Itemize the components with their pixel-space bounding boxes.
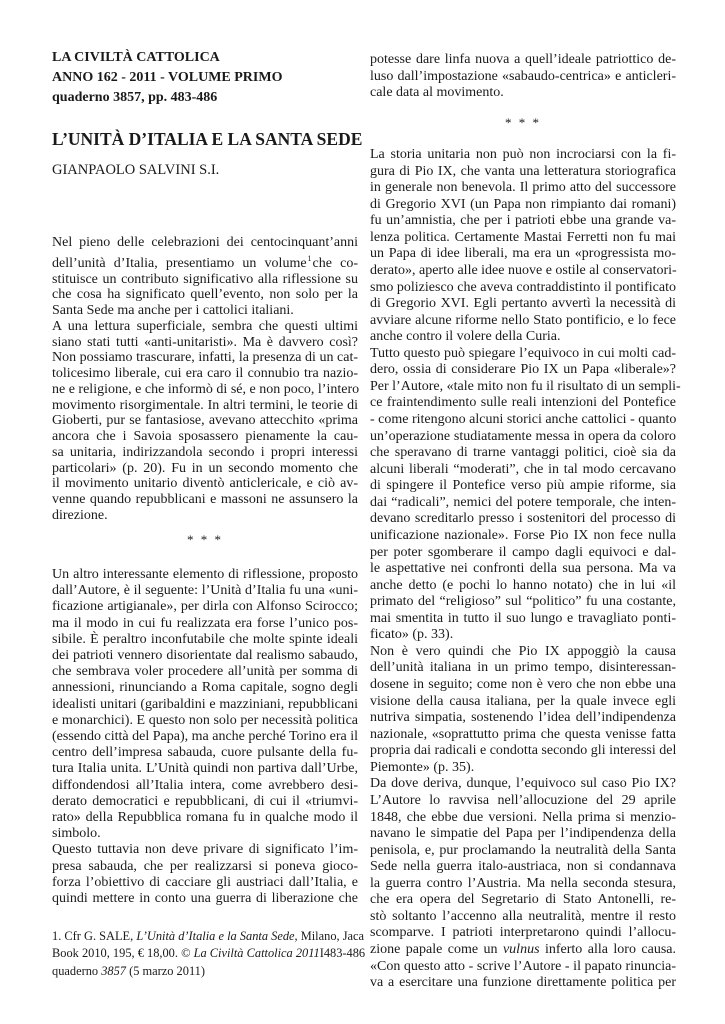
article-author: GIANPAOLO SALVINI S.I. [52, 162, 220, 178]
section-separator: * * * [505, 115, 541, 130]
text-span: inferto alla loro causa. [539, 942, 676, 957]
text-line: Tutto questo può spiegare l’equivoco in cui molti cad- [370, 345, 676, 361]
italic-text: vulnus [502, 942, 540, 957]
text-line: navano le simpatie del Papa per l’indipendenza della [370, 826, 676, 842]
text-line: che speravano di trarne vantaggi politici, cioè sia da [370, 445, 676, 461]
text-line: dell’unità italiana in un primo tempo, disinteressan- [370, 660, 676, 676]
text-span: dell’unità d’Italia, presentiamo un volume [52, 255, 307, 271]
text-line: Per l’Autore, «tale mito non fu il risultato di un sempli- [370, 378, 681, 394]
text-line: anche detto (e pochi lo hanno notato) che in lui «il [370, 577, 676, 593]
text-span: Milano, Jaca [297, 929, 365, 943]
text-line: alcuni liberali “moderati”, che in tal modo cercavano [370, 461, 676, 477]
text-line: dai “radicali”, nemici del potere temporale, che inten- [370, 494, 676, 510]
text-line: La storia unitaria non può non incrociarsi con la fi- [370, 147, 676, 162]
text-line: centro dell’impresa sabauda, cuore pulsante della fu- [52, 745, 358, 761]
text-line: Non possiamo trascurare, infatti, la presenza di un cat- [52, 350, 358, 366]
text-line [370, 942, 676, 959]
journal-header [52, 48, 358, 108]
text-line: sibile. È peraltro inconfutabile che molte spinte ideali [52, 631, 358, 647]
text-line: A una lettura superficiale, sembra che questi ultimi [52, 318, 358, 334]
text-line: lenza politica. Certamente Mastai Ferretti non fu mai [370, 229, 676, 245]
text-line: scomparve. I patrioti interpretarono quindi l’allocu- [370, 925, 676, 941]
text-line: va a esercitare una funzione direttamente politica per [370, 975, 676, 991]
text-line: penisola, e, pur proclamando la neutralità della Santa [370, 842, 676, 858]
text-line: (essendo città del Papa), ma anche perché Torino era il [52, 729, 358, 745]
text-line: rato» della Repubblica romana fu in qualche modo il [52, 810, 358, 826]
text-line: ce fraintendimento sulle reali intenzioni del Pontefice [370, 395, 676, 411]
paragraph [370, 776, 676, 991]
text-line: 1848, che ebbe due versioni. Nella prima si menzio- [370, 809, 676, 825]
text-line: unificazione nazionale». Forse Pio IX non fece nulla [370, 527, 676, 543]
text-line: Un altro interessante elemento di riflessione, proposto [52, 567, 358, 582]
left-section-2 [52, 567, 358, 907]
text-line: Gioberti, pur se fantasiose, avevano attecchito «prima [52, 413, 358, 429]
text-line: tolicesimo liberale, cui era caro il connubio tra nazio- [52, 366, 358, 381]
text-line: dero, ossia di considerare Pio IX un Papa «liberale»? [370, 362, 676, 378]
paragraph [370, 644, 676, 777]
text-line: simbolo. [52, 826, 101, 842]
text-span: zione papale come un [370, 942, 503, 957]
text-line: nutriva simpatia, sostenendo l’idea dell’indipendenza [370, 710, 676, 726]
text-line: un’operazione studiatamente messa in opera da coloro [370, 428, 676, 444]
paragraph [52, 235, 358, 319]
text-line: ma il modo in cui fu realizzata era forse l’unico pos- [52, 615, 358, 631]
text-line: fu un’amnistia, che per i patrioti ebbe una grande va- [370, 213, 676, 229]
text-line: devano screditarlo presso i sostenitori del processo di [370, 511, 676, 527]
text-span: (5 marzo 2011) [125, 963, 206, 978]
italic-text: La Civiltà Cattolica 2011 [193, 946, 320, 961]
text-line: primato del “religioso” sul “politico” fu una costante, [370, 594, 676, 610]
text-line: annessioni, rinunciando a Roma capitale, sogno degli [52, 680, 358, 696]
text-span: Book 2010, 195, € 18,00. © [52, 946, 194, 961]
text-line: di Gregorio XVI (un Papa non rimpianto dai romani) [370, 196, 676, 212]
text-span: 1. Cfr G. SALE, [52, 929, 137, 943]
journal-issue: quaderno 3857, pp. 483-486 [52, 90, 218, 105]
text-line: L’Autore lo ravvisa nell’allocuzione del 29 aprile [370, 792, 676, 808]
text-line: diffondendosi all’Italia intera, come avrebbero desi- [52, 777, 358, 793]
text-line [52, 963, 358, 980]
text-line: siano stati tutti «anti-unitaristi». Ma è davvero così? [52, 334, 358, 350]
text-line: di Gregorio XVI. Egli pertanto avvertì la necessità di [370, 296, 676, 312]
text-line: idealisti unitari (garibaldini e mazziniani, repubblicani [52, 696, 358, 712]
text-line: smo poliziesco che aveva contraddistinto il pontificato [370, 279, 676, 295]
text-line: potesse dare linfa nuova a quell’ideale patriottico de- [370, 52, 676, 67]
text-line: Questo tuttavia non deve privare di significato l’im- [52, 842, 358, 858]
text-line: Piemonte» (p. 35). [370, 759, 475, 775]
paragraph [52, 567, 358, 842]
text-line: direzione. [52, 507, 108, 523]
paragraph [370, 147, 676, 346]
text-line: che sembrava voler procedere all’unità per somma di [52, 664, 358, 680]
paragraph [52, 842, 358, 907]
italic-text: 3857 [101, 963, 126, 978]
text-line: ficazione artigianale», per dirla con Alfonso Scirocco; [52, 599, 358, 615]
text-line [52, 251, 358, 272]
text-line: presa sabauda, che per realizzarsi si poneva gioco- [52, 858, 358, 874]
text-line: ancora che i Savoia sposassero pienamente la cau- [52, 429, 358, 444]
text-span: quaderno [52, 963, 102, 978]
right-section-2 [370, 147, 681, 992]
text-line: che era opera del Segretario di Stato Antonelli, re- [370, 892, 676, 908]
text-line: ne e religione, e che informò di sé, e non poco, l’intero [52, 381, 360, 397]
text-line: tura Italia unita. L’Unità quindi non partiva dall’Urbe, [52, 761, 358, 777]
section-separator: * * * [187, 532, 223, 547]
text-line: dei patrioti vennero disorientate dal realismo sabaudo, [52, 648, 358, 664]
text-line: Sede nella guerra italo-austriaca, non si condannava [370, 859, 676, 875]
text-line: per poter sgomberare il campo dagli equivoci e dal- [370, 544, 676, 560]
text-line: visione della causa italiana, per la quale invece egli [370, 693, 676, 709]
text-line: derato», aperto alle idee nuove e ostile al conservatori- [370, 262, 677, 278]
footnote-marker: 1 [307, 253, 312, 263]
text-line: e monarchici). E questo non solo per necessità politica [52, 712, 358, 728]
text-line: stò soltanto l’accenno alla neutralità, mentre il resto [370, 908, 676, 924]
text-line: di spingere il Pontefice verso più ampie riforme, sia [370, 478, 676, 494]
text-line: il movimento unitario diventò anticlericale, e ciò av- [52, 476, 358, 492]
text-line: venne quando repubblicani e massoni ne assunsero la [52, 492, 358, 507]
text-line: Non è vero quindi che Pio IX appoggiò la causa [370, 643, 676, 659]
text-line: - come ritengono alcuni storici anche cattolici - quanto [370, 412, 677, 427]
text-line: anche contro il volere della Curia. [370, 329, 561, 345]
text-line [52, 928, 365, 945]
text-line: la guerra contro l’Austria. Ma nella seconda stesura, [370, 875, 676, 891]
text-line: dall’Autore, è il seguente: l’Unità d’Italia fu una «uni- [52, 583, 358, 599]
text-line: cale data al movimento. [370, 85, 504, 100]
text-line: sa unitaria, indirizzandola secondo i propri interessi [52, 444, 358, 460]
journal-volume: ANNO 162 - 2011 - VOLUME PRIMO [52, 70, 283, 85]
text-line: gura di Pio IX, che vanta una letteratura storiografica [370, 163, 676, 179]
right-section-1 [370, 52, 676, 102]
paragraph [52, 319, 358, 524]
text-line: dosene in seguito; come non è vero che non ebbe una [370, 677, 676, 692]
paragraph [52, 928, 366, 980]
text-line [52, 945, 366, 962]
text-line: luso dall’impostazione «sabaudo-centrica» e anticleri- [370, 68, 676, 84]
text-line: movimento risorgimentale. In altri termini, le teorie di [52, 397, 358, 413]
text-line: avviare alcune riforme nello Stato pontificio, e lo fece [370, 312, 676, 328]
text-line: mai smentita in tutto il suo lungo e travagliato ponti- [370, 610, 676, 626]
text-line: quindi mettere in conto una guerra di liberazione che [52, 891, 358, 907]
journal-name: LA CIVILTÀ CATTOLICA [52, 50, 220, 65]
text-line: nazionale, «soprattutto prima che questa venisse fatta [370, 726, 676, 742]
left-section-1 [52, 235, 358, 524]
text-line: che cosa ha significato quell’evento, non solo per la [52, 287, 358, 303]
text-line: in generale non benevola. Il primo atto del successore [370, 180, 676, 196]
text-line: le aspettative nei confronti della sua persona. Ma va [370, 561, 676, 577]
article-title: L’UNITÀ D’ITALIA E LA SANTA SEDE [52, 129, 363, 149]
text-span: I483-486 [319, 946, 366, 961]
text-line: particolari» (p. 20). Fu in un secondo momento che [52, 460, 358, 476]
text-line: forza l’obiettivo di cacciare gli austriaci dall’Italia, e [52, 874, 358, 890]
italic-text: L’Unità d’Italia e la Santa Sede, [136, 929, 298, 943]
text-span: che co- [312, 255, 358, 271]
paragraph [370, 345, 681, 644]
text-line: Nel pieno delle celebrazioni dei centocinquant’anni [52, 235, 358, 250]
text-line: stituisce un contributo significativo alla riflessione su [52, 271, 358, 287]
text-line: «Con questo atto - scrive l’Autore - il papato rinuncia- [370, 958, 676, 974]
footnote [52, 928, 366, 980]
paragraph [370, 52, 676, 102]
text-line: propria dai radicali e condotta secondo gli interessi del [370, 743, 677, 759]
text-line: ficato» (p. 33). [370, 627, 454, 643]
text-line: Da dove deriva, dunque, l’equivoco sul caso Pio IX? [370, 776, 676, 792]
text-line: derato democratici e repubblicani, di cui il «triumvi- [52, 793, 358, 809]
text-line: un Papa di idee liberali, ma era un «progressista mo- [370, 246, 676, 262]
text-line: Santa Sede ma anche per i cattolici italiani. [52, 303, 294, 318]
